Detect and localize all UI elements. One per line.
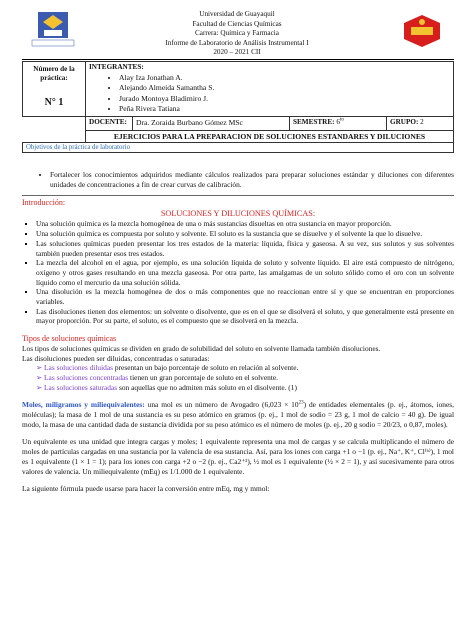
semester-sup: to — [339, 117, 344, 123]
practice-info-table — [22, 61, 454, 153]
university-name: Universidad de Guayaquil — [199, 10, 275, 18]
types-heading: Tipos de soluciones químicas — [22, 334, 117, 344]
objectives-title: Objetivos de la práctica de laboratorio — [23, 142, 454, 152]
intro-subtitle: SOLUCIONES Y DILUCIONES QUÍMICAS: — [160, 208, 316, 218]
types-item: ➢ Las soluciones concentradas tienen un gran porcentaje de soluto en el solvente. — [36, 372, 279, 382]
moles-paragraph: Moles, miligramos y miliequivalentes: una mol es un número de Avogadro $(6,023 \times 10^{23})$ de entidades elementales (p. ej., átomos, iones, moléculas); la masa de 1 mol de una sustancia es su peso atómico en gramos (p. ej., 1 mol de sodio = 23 g, 1 mol de calcio = 40 g). De igual modo, la masa de una cantidad dada de sustancia dividida por su peso atómico es el número de moles (p. ej., 20 g sodio = 20/23, o 0,87, moles). — [22, 400, 455, 429]
empty-cell — [23, 130, 86, 142]
intro-item: ▪ Una disolución es la mezcla homogénea de dos o más componentes que no reaccionan entre sí y que se encuentran en proporciones variables. — [36, 287, 454, 306]
practice-title: EJERCICIOS PARA LA PREPARACION DE SOLUCIONES ESTANDARES Y DILUCIONES — [86, 130, 454, 142]
member-item: • Jurado Montoya Bladimiro J. — [119, 94, 450, 104]
header-divider — [22, 59, 454, 60]
members-cell — [86, 62, 454, 117]
teacher-label: DOCENTE: — [86, 116, 133, 130]
objective-item: • Fortalecer los conocimientos adquiridos mediante cálculos realizados para preparar soluciones estándar y diluciones con diferentes unidades de concentraciones a fin de crear curvas de calibración. — [50, 170, 454, 189]
practice-number-value: N° 1 — [44, 97, 64, 108]
types-paragraph-2: Las disoluciones pueden ser diluidas, concentradas o saturadas: — [22, 353, 210, 363]
types-term: Las soluciones concentradas — [44, 372, 129, 382]
teacher-value: Dra. Zoraida Burbano Gómez MSc — [133, 116, 290, 130]
section-divider — [22, 195, 454, 196]
period: 2020 – 2021 CII — [213, 48, 261, 57]
career-name: Carrera: Química y Farmacia — [194, 29, 279, 38]
types-term: Las soluciones diluidas — [44, 363, 114, 373]
faculty-name: Facultad de Ciencias Químicas — [192, 19, 282, 28]
member-item: • Peña Rivera Tatiana — [119, 104, 450, 114]
intro-item: ▪ Una solución química es la mezcla homogénea de una o más sustancias disueltas en otra sustancia en mayor proporción. — [36, 219, 454, 229]
equivalents-paragraph: Un equivalente es una unidad que integra cargas y moles; 1 equivalente representa una mol de cargas y se calcula multiplicando el número de moles de partículas cargadas en una sustancia por la valencia de esa sustancia. Así, para los iones con carga +1 o −1 (p. ej., Na⁺, K⁺, Cl⁽ᵇ⁾), 1 mol es 1 equivalente (1 × 1 = 1); para los iones con carga +2 o −2 (p. ej., Ca2⁺²), ½ mol es 1 equivalente (½ × 2 = 1), y así sucesivamente para otros valores de valencia. Un miliequivalente (mEq) es 1/1.000 de 1 equivalente. — [22, 437, 454, 476]
types-item: ➢ Las soluciones saturadas son aquellas que no admiten más soluto en el disolvente. (1) — [36, 382, 297, 392]
semester-cell — [290, 116, 387, 130]
member-item: • Alay Iza Jonathan A. — [119, 73, 450, 83]
semester-label: SEMESTRE: — [293, 117, 335, 126]
intro-item: ▪ Las disoluciones tienen dos elementos: un solvente o disolvente, que es en el que se disolverá el soluto, y que generalmente está presente en mayor proporción. Por su parte, el soluto, es el compuesto que se disolverá en la mezcla. — [36, 307, 454, 326]
university-logo — [30, 10, 76, 50]
introduction-section — [22, 198, 454, 494]
members-label: INTEGRANTES: — [89, 63, 144, 71]
group-value: 2 — [420, 117, 424, 126]
members-list — [89, 73, 450, 115]
practice-number-label: Número de la práctica: — [33, 65, 75, 82]
faculty-logo — [403, 14, 441, 48]
formula-intro: La siguiente fórmula puede usarse para hacer la conversión entre mEq, mg y mmol: — [22, 484, 270, 494]
types-item: ➢ Las soluciones diluidas presentan un bajo porcentaje de soluto en relación al solvente. — [36, 363, 299, 373]
empty-cell — [23, 116, 86, 130]
moles-heading: Moles, miligramos y miliequivalentes: — [22, 400, 145, 410]
report-name: Informe de Laboratorio de Análisis Instrumental I — [165, 38, 309, 47]
group-label: GRUPO: — [390, 117, 419, 126]
intro-item: ▪ Una solución química es compuesta por soluto y solvente. El soluto es la sustancia que se disuelve y el solvente la que lo disuelve. — [36, 229, 454, 239]
intro-list — [22, 219, 454, 326]
header-text — [120, 10, 354, 58]
types-term: Las soluciones saturadas — [44, 382, 118, 392]
group-cell — [387, 116, 454, 130]
practice-number-cell — [23, 62, 86, 117]
objectives-body — [22, 168, 454, 191]
types-list — [22, 363, 454, 392]
intro-item: ▪ Las soluciones químicas pueden presentar los tres estados de la materia: líquida, física y gaseosa. A su vez, sus solutos y sus solventes también pueden presentar esos tres estados. — [36, 239, 454, 258]
semester-value: 6 — [336, 117, 340, 126]
intro-item: ▪ La mezcla del alcohol en el agua, por ejemplo, es una solución líquida de soluto y solvente líquido. El aire está compuesto de nitrógeno, oxígeno y otros gases resultando en una mezcla gaseosa. Por otra parte, las amalgamas de un soluto sólido como el oro con un solvente líquido como el mercurio da una solución sólida. — [36, 258, 454, 287]
intro-heading: Introducción: — [22, 198, 66, 207]
types-paragraph: Los tipos de soluciones químicas se dividen en grado de solubilidad del soluto en solvente llamada también disoluciones. — [22, 343, 381, 353]
member-item: • Alejando Almeida Samantha S. — [119, 83, 450, 93]
